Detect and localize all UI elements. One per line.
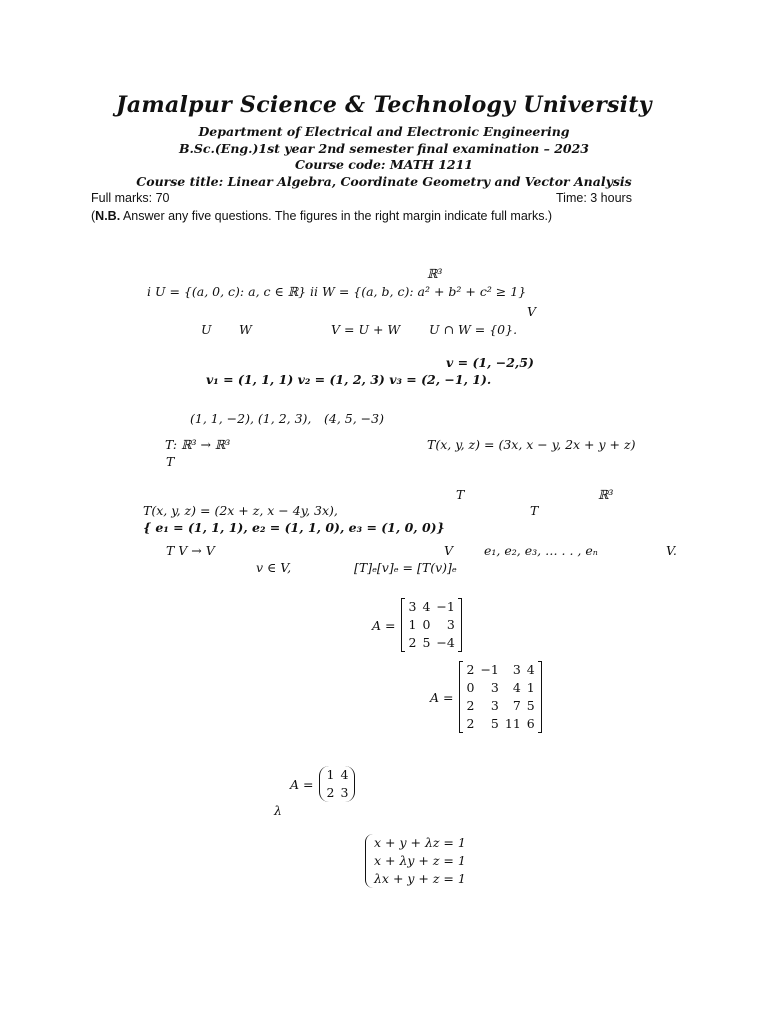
v-symbol-3: V.: [666, 543, 677, 558]
linear-map-def-2: T(x, y, z) = (2x + z, x − 4y, 3x),: [143, 503, 338, 518]
matrix-body: [459, 661, 541, 733]
matrix-a-4x4: [430, 661, 542, 733]
matrix-body: [319, 766, 355, 802]
basis-e: e₁, e₂, e₃, … . . , eₙ: [484, 543, 598, 558]
linear-map-def: T(x, y, z) = (3x, x − y, 2x + y + z): [427, 437, 636, 452]
v-symbol-2: V: [444, 543, 454, 558]
matrix-lhs: A =: [372, 617, 396, 633]
nb-open: (: [91, 209, 96, 223]
full-marks: Full marks: 70: [91, 191, 170, 205]
matrix-cell: 1: [408, 617, 417, 632]
basis: { e₁ = (1, 1, 1), e₂ = (1, 1, 0), e₃ = (1, 0, 0)}: [143, 520, 445, 535]
exam-title: B.Sc.(Eng.)1st year 2nd semester final examination – 2023: [178, 141, 590, 156]
course-code: Course code: MATH 1211: [294, 157, 473, 172]
r3-symbol: ℝ³: [427, 266, 443, 281]
matrix-cell: 2: [408, 635, 417, 650]
matrix-cell: −4: [436, 635, 455, 650]
lambda-symbol: λ: [274, 803, 282, 818]
matrix-cell: −1: [480, 662, 499, 677]
direct-sum-eq: V = U + W: [331, 322, 401, 337]
matrix-cell: 2: [466, 662, 475, 677]
triples-b: (4, 5, −3): [324, 411, 384, 426]
matrix-cell: 1: [326, 767, 335, 782]
matrix-cell: 3: [340, 785, 349, 800]
intersection-eq: U ∩ W = {0}.: [429, 322, 518, 337]
matrix-cell: 3: [490, 680, 499, 695]
vector-v: v = (1, −2,5): [446, 355, 534, 370]
matrix-cell: 4: [526, 662, 535, 677]
matrix-cell: 7: [512, 698, 521, 713]
matrix-cell: −1: [436, 599, 455, 614]
matrix-cell: 5: [526, 698, 535, 713]
instructions: [91, 209, 552, 223]
t-symbol: T: [166, 454, 175, 469]
t-symbol-3: T: [530, 503, 539, 518]
matrix-lhs: A =: [430, 689, 454, 705]
matrix-cell: 3: [512, 662, 521, 677]
system-eq-1: x + y + λz = 1: [374, 835, 466, 850]
w-symbol: W: [239, 322, 252, 337]
matrix-identity: [T]ₑ[v]ₑ = [T(v)]ₑ: [354, 560, 457, 575]
linear-map: T: ℝ³ → ℝ³: [165, 437, 231, 452]
u-symbol: U: [201, 322, 212, 337]
department: Department of Electrical and Electronic Engineering: [198, 124, 570, 139]
matrix-cell: 4: [512, 680, 521, 695]
matrix-lhs: A =: [290, 776, 314, 792]
matrix-cell: 11: [504, 716, 521, 731]
matrix-cell: 5: [422, 635, 431, 650]
time-allowed: Time: 3 hours: [556, 191, 632, 205]
nb-text: Answer any five questions. The figures in the right margin indicate full marks.): [120, 209, 553, 223]
university-title: Jamalpur Science & Technology University: [116, 92, 652, 118]
matrix-cell: 0: [466, 680, 475, 695]
matrix-a-2x2: [290, 766, 355, 802]
linear-system: [365, 834, 466, 888]
triples-a: (1, 1, −2), (1, 2, 3),: [190, 411, 312, 426]
matrix-cell: 1: [526, 680, 535, 695]
v-in-v: v ∈ V,: [256, 560, 292, 575]
matrix-cell: 2: [466, 698, 475, 713]
system-eq-2: x + λy + z = 1: [374, 853, 466, 868]
matrix-cell: 4: [340, 767, 349, 782]
r3-symbol-2: ℝ³: [598, 487, 614, 502]
course-title: Course title: Linear Algebra, Coordinate Geometry and Vector Analysis: [136, 174, 632, 189]
matrix-cell: 0: [422, 617, 431, 632]
operator-t: T V → V: [166, 543, 215, 558]
matrix-cell: 2: [326, 785, 335, 800]
matrix-cell: 5: [490, 716, 499, 731]
matrix-cell: 3: [490, 698, 499, 713]
matrix-cell: 2: [466, 716, 475, 731]
nb-label: N.B.: [95, 209, 121, 223]
matrix-a-3x3: [372, 598, 462, 652]
t-symbol-2: T: [456, 487, 465, 502]
subset-definitions: i U = {(a, 0, c): a, c ∈ ℝ} ii W = {(a, b, c): a² + b² + c² ≥ 1}: [147, 284, 527, 299]
v-symbol: V: [527, 304, 537, 319]
matrix-cell: 4: [422, 599, 431, 614]
matrix-cell: 6: [526, 716, 535, 731]
matrix-cell: 3: [408, 599, 417, 614]
matrix-body: [401, 598, 461, 652]
vectors-v1-v2-v3: v₁ = (1, 1, 1) v₂ = (1, 2, 3) v₃ = (2, −1, 1).: [206, 372, 492, 387]
matrix-cell: 3: [446, 617, 455, 632]
system-eq-3: λx + y + z = 1: [374, 871, 466, 886]
